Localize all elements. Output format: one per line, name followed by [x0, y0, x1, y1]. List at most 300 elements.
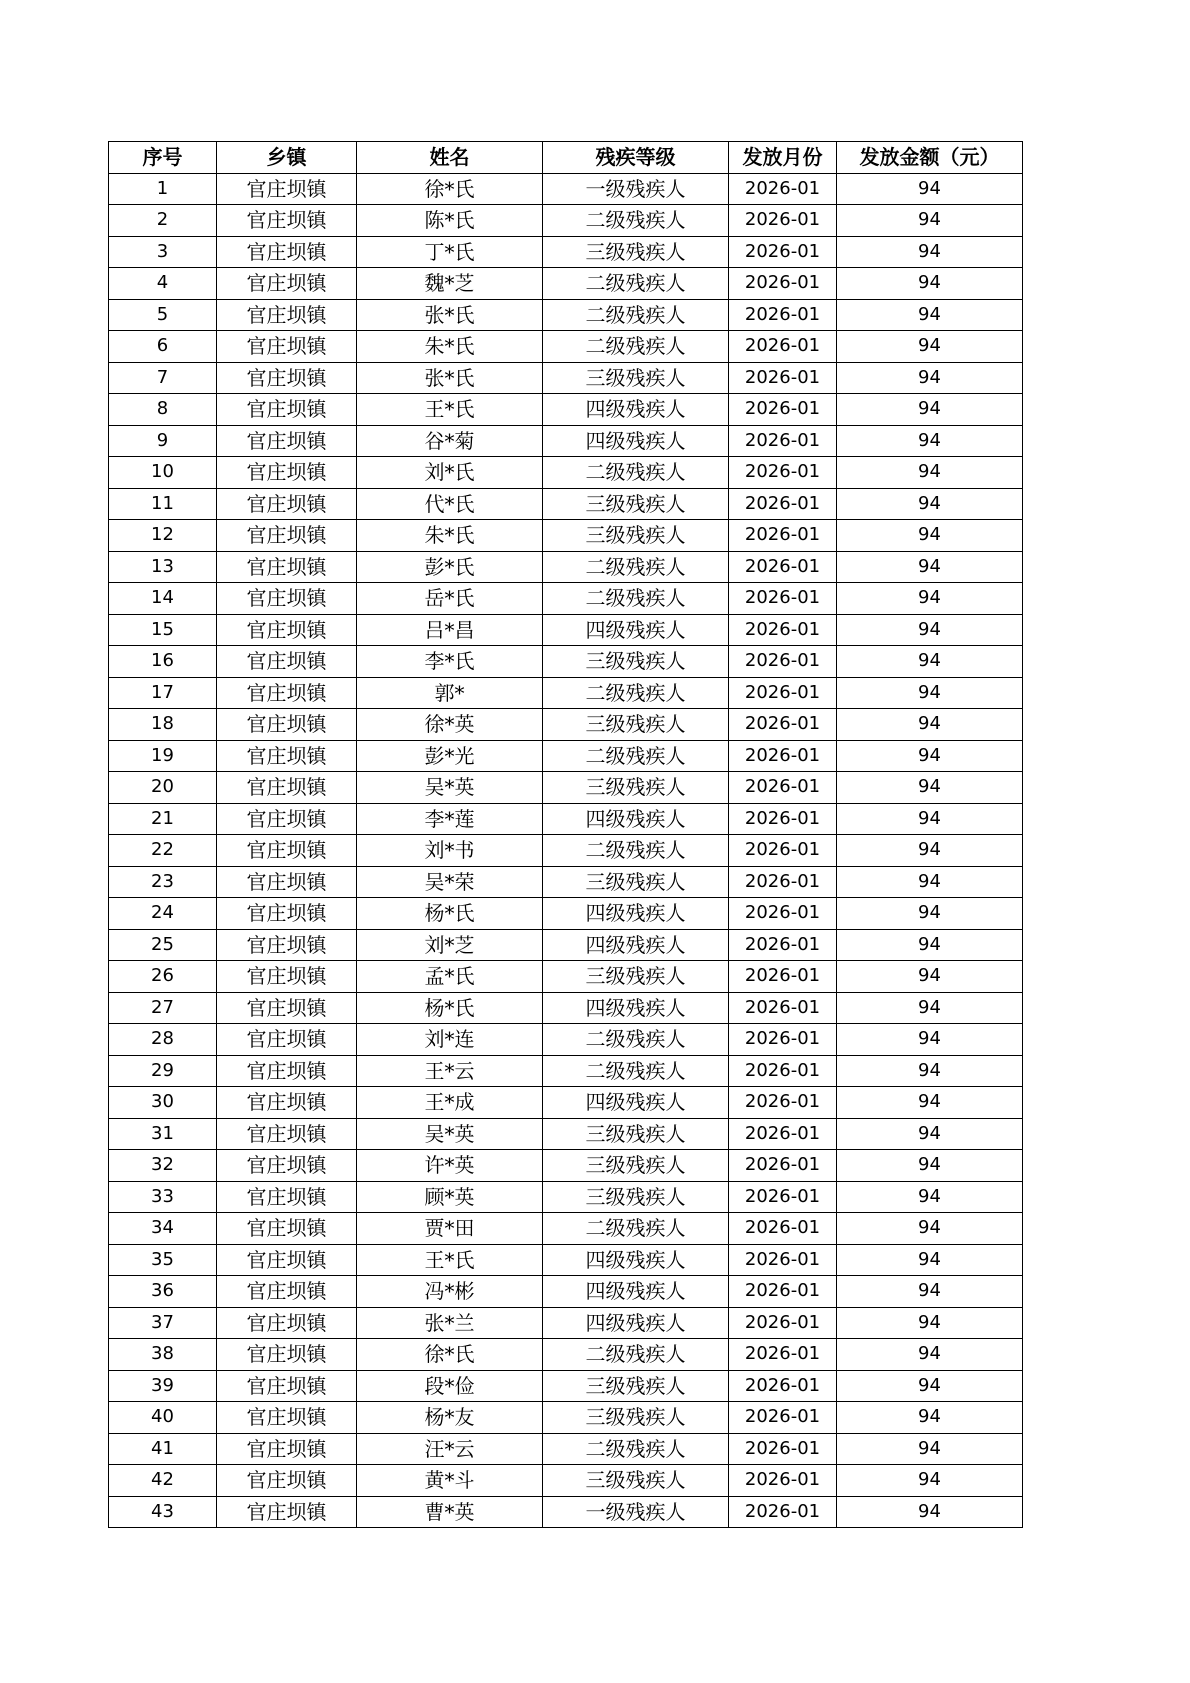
cell-name: 朱*氏 [357, 331, 543, 363]
cell-township: 官庄坝镇 [217, 709, 357, 741]
cell-month: 2026-01 [729, 961, 837, 993]
cell-name: 吴*英 [357, 772, 543, 804]
cell-amount: 94 [837, 520, 1023, 552]
cell-amount: 94 [837, 362, 1023, 394]
cell-disability-level: 三级残疾人 [543, 1465, 729, 1497]
cell-month: 2026-01 [729, 992, 837, 1024]
table-row [109, 1496, 1023, 1528]
cell-amount: 94 [837, 1244, 1023, 1276]
cell-township: 官庄坝镇 [217, 583, 357, 615]
table-row [109, 1024, 1023, 1056]
cell-month: 2026-01 [729, 425, 837, 457]
cell-amount: 94 [837, 740, 1023, 772]
cell-amount: 94 [837, 551, 1023, 583]
table-row [109, 1433, 1023, 1465]
cell-amount: 94 [837, 236, 1023, 268]
cell-disability-level: 四级残疾人 [543, 929, 729, 961]
cell-index: 16 [109, 646, 217, 678]
header-index: 序号 [109, 142, 217, 174]
cell-month: 2026-01 [729, 614, 837, 646]
cell-township: 官庄坝镇 [217, 268, 357, 300]
cell-disability-level: 二级残疾人 [543, 835, 729, 867]
cell-disability-level: 三级残疾人 [543, 646, 729, 678]
cell-township: 官庄坝镇 [217, 961, 357, 993]
table-row [109, 362, 1023, 394]
cell-index: 5 [109, 299, 217, 331]
cell-amount: 94 [837, 205, 1023, 237]
cell-name: 段*俭 [357, 1370, 543, 1402]
cell-index: 12 [109, 520, 217, 552]
cell-township: 官庄坝镇 [217, 1024, 357, 1056]
cell-month: 2026-01 [729, 1181, 837, 1213]
cell-amount: 94 [837, 425, 1023, 457]
cell-township: 官庄坝镇 [217, 425, 357, 457]
cell-name: 岳*氏 [357, 583, 543, 615]
cell-disability-level: 一级残疾人 [543, 173, 729, 205]
cell-index: 18 [109, 709, 217, 741]
table-row [109, 1402, 1023, 1434]
cell-amount: 94 [837, 866, 1023, 898]
cell-township: 官庄坝镇 [217, 1150, 357, 1182]
cell-month: 2026-01 [729, 173, 837, 205]
cell-name: 王*成 [357, 1087, 543, 1119]
cell-disability-level: 四级残疾人 [543, 1307, 729, 1339]
cell-amount: 94 [837, 1402, 1023, 1434]
cell-disability-level: 三级残疾人 [543, 520, 729, 552]
header-township: 乡镇 [217, 142, 357, 174]
cell-disability-level: 三级残疾人 [543, 1370, 729, 1402]
cell-township: 官庄坝镇 [217, 646, 357, 678]
table-row [109, 1087, 1023, 1119]
cell-amount: 94 [837, 1213, 1023, 1245]
cell-index: 9 [109, 425, 217, 457]
cell-month: 2026-01 [729, 362, 837, 394]
table-row [109, 488, 1023, 520]
cell-disability-level: 三级残疾人 [543, 866, 729, 898]
cell-month: 2026-01 [729, 1213, 837, 1245]
table-body [109, 173, 1023, 1528]
cell-township: 官庄坝镇 [217, 1055, 357, 1087]
cell-name: 代*氏 [357, 488, 543, 520]
cell-index: 35 [109, 1244, 217, 1276]
cell-township: 官庄坝镇 [217, 1244, 357, 1276]
cell-month: 2026-01 [729, 236, 837, 268]
cell-disability-level: 四级残疾人 [543, 898, 729, 930]
cell-name: 李*氏 [357, 646, 543, 678]
cell-township: 官庄坝镇 [217, 1433, 357, 1465]
cell-disability-level: 三级残疾人 [543, 1150, 729, 1182]
cell-township: 官庄坝镇 [217, 614, 357, 646]
cell-index: 43 [109, 1496, 217, 1528]
cell-index: 17 [109, 677, 217, 709]
cell-amount: 94 [837, 1181, 1023, 1213]
header-row [109, 142, 1023, 174]
table-row [109, 205, 1023, 237]
table-row [109, 1055, 1023, 1087]
cell-township: 官庄坝镇 [217, 1213, 357, 1245]
table-row [109, 835, 1023, 867]
cell-disability-level: 三级残疾人 [543, 1181, 729, 1213]
cell-disability-level: 四级残疾人 [543, 614, 729, 646]
cell-amount: 94 [837, 1118, 1023, 1150]
cell-month: 2026-01 [729, 488, 837, 520]
cell-disability-level: 一级残疾人 [543, 1496, 729, 1528]
cell-name: 贾*田 [357, 1213, 543, 1245]
header-name: 姓名 [357, 142, 543, 174]
cell-township: 官庄坝镇 [217, 898, 357, 930]
cell-name: 刘*书 [357, 835, 543, 867]
cell-index: 8 [109, 394, 217, 426]
cell-index: 7 [109, 362, 217, 394]
cell-disability-level: 三级残疾人 [543, 488, 729, 520]
cell-month: 2026-01 [729, 646, 837, 678]
cell-index: 22 [109, 835, 217, 867]
cell-disability-level: 四级残疾人 [543, 425, 729, 457]
cell-month: 2026-01 [729, 709, 837, 741]
cell-amount: 94 [837, 1055, 1023, 1087]
cell-disability-level: 三级残疾人 [543, 772, 729, 804]
cell-month: 2026-01 [729, 520, 837, 552]
cell-disability-level: 三级残疾人 [543, 1118, 729, 1150]
table-row [109, 929, 1023, 961]
table-row [109, 394, 1023, 426]
cell-amount: 94 [837, 173, 1023, 205]
cell-name: 朱*氏 [357, 520, 543, 552]
cell-month: 2026-01 [729, 1370, 837, 1402]
cell-name: 刘*连 [357, 1024, 543, 1056]
header-amount: 发放金额（元） [837, 142, 1023, 174]
cell-index: 38 [109, 1339, 217, 1371]
cell-index: 11 [109, 488, 217, 520]
cell-township: 官庄坝镇 [217, 520, 357, 552]
cell-amount: 94 [837, 709, 1023, 741]
cell-name: 孟*氏 [357, 961, 543, 993]
cell-index: 31 [109, 1118, 217, 1150]
cell-index: 21 [109, 803, 217, 835]
cell-amount: 94 [837, 1433, 1023, 1465]
cell-amount: 94 [837, 1370, 1023, 1402]
cell-amount: 94 [837, 961, 1023, 993]
cell-index: 24 [109, 898, 217, 930]
cell-name: 徐*氏 [357, 1339, 543, 1371]
cell-amount: 94 [837, 1307, 1023, 1339]
cell-township: 官庄坝镇 [217, 1370, 357, 1402]
cell-amount: 94 [837, 331, 1023, 363]
cell-disability-level: 二级残疾人 [543, 268, 729, 300]
table-row [109, 677, 1023, 709]
cell-amount: 94 [837, 1339, 1023, 1371]
cell-amount: 94 [837, 772, 1023, 804]
cell-index: 1 [109, 173, 217, 205]
table-row [109, 236, 1023, 268]
cell-amount: 94 [837, 394, 1023, 426]
cell-amount: 94 [837, 1150, 1023, 1182]
cell-disability-level: 三级残疾人 [543, 709, 729, 741]
cell-name: 彭*氏 [357, 551, 543, 583]
cell-month: 2026-01 [729, 268, 837, 300]
cell-index: 36 [109, 1276, 217, 1308]
cell-disability-level: 二级残疾人 [543, 1433, 729, 1465]
cell-index: 15 [109, 614, 217, 646]
cell-index: 37 [109, 1307, 217, 1339]
cell-township: 官庄坝镇 [217, 457, 357, 489]
cell-disability-level: 二级残疾人 [543, 583, 729, 615]
cell-township: 官庄坝镇 [217, 1496, 357, 1528]
cell-name: 丁*氏 [357, 236, 543, 268]
cell-index: 23 [109, 866, 217, 898]
cell-month: 2026-01 [729, 1402, 837, 1434]
cell-name: 顾*英 [357, 1181, 543, 1213]
cell-disability-level: 二级残疾人 [543, 677, 729, 709]
cell-name: 黄*斗 [357, 1465, 543, 1497]
table-row [109, 1370, 1023, 1402]
cell-amount: 94 [837, 835, 1023, 867]
subsidy-table [108, 141, 1023, 1528]
cell-amount: 94 [837, 929, 1023, 961]
cell-name: 王*氏 [357, 394, 543, 426]
cell-month: 2026-01 [729, 205, 837, 237]
cell-index: 3 [109, 236, 217, 268]
cell-township: 官庄坝镇 [217, 173, 357, 205]
cell-index: 40 [109, 1402, 217, 1434]
cell-name: 张*兰 [357, 1307, 543, 1339]
cell-amount: 94 [837, 1087, 1023, 1119]
cell-index: 6 [109, 331, 217, 363]
cell-township: 官庄坝镇 [217, 1339, 357, 1371]
cell-month: 2026-01 [729, 677, 837, 709]
cell-township: 官庄坝镇 [217, 205, 357, 237]
cell-disability-level: 二级残疾人 [543, 740, 729, 772]
table-row [109, 709, 1023, 741]
cell-amount: 94 [837, 803, 1023, 835]
table-row [109, 740, 1023, 772]
cell-township: 官庄坝镇 [217, 866, 357, 898]
header-disability-level: 残疾等级 [543, 142, 729, 174]
cell-name: 王*云 [357, 1055, 543, 1087]
table-row [109, 992, 1023, 1024]
cell-disability-level: 二级残疾人 [543, 331, 729, 363]
cell-disability-level: 二级残疾人 [543, 1055, 729, 1087]
cell-month: 2026-01 [729, 331, 837, 363]
table-row [109, 425, 1023, 457]
cell-index: 2 [109, 205, 217, 237]
table-row [109, 173, 1023, 205]
cell-month: 2026-01 [729, 1465, 837, 1497]
cell-amount: 94 [837, 488, 1023, 520]
table-row [109, 1307, 1023, 1339]
cell-name: 彭*光 [357, 740, 543, 772]
cell-index: 29 [109, 1055, 217, 1087]
cell-month: 2026-01 [729, 803, 837, 835]
cell-month: 2026-01 [729, 1150, 837, 1182]
cell-township: 官庄坝镇 [217, 362, 357, 394]
cell-disability-level: 三级残疾人 [543, 236, 729, 268]
cell-index: 4 [109, 268, 217, 300]
table-row [109, 1244, 1023, 1276]
cell-amount: 94 [837, 614, 1023, 646]
cell-name: 张*氏 [357, 362, 543, 394]
cell-name: 刘*芝 [357, 929, 543, 961]
cell-township: 官庄坝镇 [217, 772, 357, 804]
cell-month: 2026-01 [729, 457, 837, 489]
cell-name: 许*英 [357, 1150, 543, 1182]
cell-disability-level: 四级残疾人 [543, 803, 729, 835]
cell-index: 26 [109, 961, 217, 993]
cell-index: 20 [109, 772, 217, 804]
cell-township: 官庄坝镇 [217, 299, 357, 331]
cell-township: 官庄坝镇 [217, 929, 357, 961]
cell-name: 杨*氏 [357, 992, 543, 1024]
cell-month: 2026-01 [729, 1024, 837, 1056]
cell-month: 2026-01 [729, 866, 837, 898]
cell-index: 42 [109, 1465, 217, 1497]
cell-month: 2026-01 [729, 1118, 837, 1150]
table-row [109, 1181, 1023, 1213]
cell-township: 官庄坝镇 [217, 1087, 357, 1119]
cell-name: 徐*英 [357, 709, 543, 741]
cell-disability-level: 四级残疾人 [543, 394, 729, 426]
cell-month: 2026-01 [729, 1433, 837, 1465]
cell-name: 徐*氏 [357, 173, 543, 205]
table-row [109, 551, 1023, 583]
table-row [109, 1118, 1023, 1150]
cell-index: 19 [109, 740, 217, 772]
cell-amount: 94 [837, 1276, 1023, 1308]
header-month: 发放月份 [729, 142, 837, 174]
cell-disability-level: 四级残疾人 [543, 1087, 729, 1119]
cell-township: 官庄坝镇 [217, 236, 357, 268]
cell-month: 2026-01 [729, 299, 837, 331]
cell-amount: 94 [837, 1496, 1023, 1528]
cell-disability-level: 四级残疾人 [543, 992, 729, 1024]
cell-month: 2026-01 [729, 1307, 837, 1339]
cell-month: 2026-01 [729, 1276, 837, 1308]
cell-disability-level: 二级残疾人 [543, 205, 729, 237]
cell-name: 吴*荣 [357, 866, 543, 898]
cell-township: 官庄坝镇 [217, 1402, 357, 1434]
cell-township: 官庄坝镇 [217, 551, 357, 583]
cell-index: 30 [109, 1087, 217, 1119]
cell-month: 2026-01 [729, 1244, 837, 1276]
cell-township: 官庄坝镇 [217, 740, 357, 772]
table-row [109, 331, 1023, 363]
table-row [109, 961, 1023, 993]
table-row [109, 646, 1023, 678]
table-row [109, 1150, 1023, 1182]
cell-index: 33 [109, 1181, 217, 1213]
cell-month: 2026-01 [729, 898, 837, 930]
table-row [109, 614, 1023, 646]
cell-month: 2026-01 [729, 1055, 837, 1087]
cell-amount: 94 [837, 1465, 1023, 1497]
cell-disability-level: 二级残疾人 [543, 457, 729, 489]
cell-name: 杨*氏 [357, 898, 543, 930]
table-row [109, 772, 1023, 804]
cell-index: 39 [109, 1370, 217, 1402]
cell-index: 27 [109, 992, 217, 1024]
cell-amount: 94 [837, 268, 1023, 300]
cell-name: 曹*英 [357, 1496, 543, 1528]
cell-index: 28 [109, 1024, 217, 1056]
cell-township: 官庄坝镇 [217, 677, 357, 709]
table-row [109, 1276, 1023, 1308]
cell-name: 谷*菊 [357, 425, 543, 457]
cell-disability-level: 三级残疾人 [543, 362, 729, 394]
cell-amount: 94 [837, 898, 1023, 930]
table-row [109, 1213, 1023, 1245]
cell-name: 吴*英 [357, 1118, 543, 1150]
cell-month: 2026-01 [729, 1339, 837, 1371]
cell-disability-level: 二级残疾人 [543, 299, 729, 331]
cell-name: 王*氏 [357, 1244, 543, 1276]
cell-amount: 94 [837, 646, 1023, 678]
cell-name: 冯*彬 [357, 1276, 543, 1308]
cell-township: 官庄坝镇 [217, 1465, 357, 1497]
table-row [109, 803, 1023, 835]
cell-name: 杨*友 [357, 1402, 543, 1434]
cell-disability-level: 四级残疾人 [543, 1244, 729, 1276]
cell-township: 官庄坝镇 [217, 1181, 357, 1213]
cell-township: 官庄坝镇 [217, 992, 357, 1024]
cell-index: 41 [109, 1433, 217, 1465]
table-row [109, 299, 1023, 331]
cell-month: 2026-01 [729, 835, 837, 867]
table-row [109, 866, 1023, 898]
cell-disability-level: 三级残疾人 [543, 1402, 729, 1434]
cell-name: 汪*云 [357, 1433, 543, 1465]
cell-month: 2026-01 [729, 1087, 837, 1119]
cell-disability-level: 二级残疾人 [543, 1213, 729, 1245]
cell-township: 官庄坝镇 [217, 1118, 357, 1150]
cell-month: 2026-01 [729, 929, 837, 961]
cell-index: 34 [109, 1213, 217, 1245]
cell-township: 官庄坝镇 [217, 488, 357, 520]
cell-township: 官庄坝镇 [217, 835, 357, 867]
cell-month: 2026-01 [729, 772, 837, 804]
cell-township: 官庄坝镇 [217, 394, 357, 426]
table-row [109, 457, 1023, 489]
cell-amount: 94 [837, 457, 1023, 489]
cell-amount: 94 [837, 299, 1023, 331]
cell-name: 张*氏 [357, 299, 543, 331]
cell-index: 25 [109, 929, 217, 961]
cell-amount: 94 [837, 583, 1023, 615]
table-row [109, 520, 1023, 552]
cell-disability-level: 二级残疾人 [543, 1339, 729, 1371]
cell-index: 13 [109, 551, 217, 583]
cell-township: 官庄坝镇 [217, 331, 357, 363]
cell-name: 刘*氏 [357, 457, 543, 489]
cell-name: 李*莲 [357, 803, 543, 835]
cell-township: 官庄坝镇 [217, 803, 357, 835]
cell-name: 郭* [357, 677, 543, 709]
cell-disability-level: 三级残疾人 [543, 961, 729, 993]
cell-index: 32 [109, 1150, 217, 1182]
cell-month: 2026-01 [729, 394, 837, 426]
table-row [109, 583, 1023, 615]
cell-index: 14 [109, 583, 217, 615]
table-row [109, 1465, 1023, 1497]
cell-township: 官庄坝镇 [217, 1276, 357, 1308]
cell-disability-level: 四级残疾人 [543, 1276, 729, 1308]
cell-month: 2026-01 [729, 740, 837, 772]
cell-index: 10 [109, 457, 217, 489]
cell-name: 吕*昌 [357, 614, 543, 646]
cell-amount: 94 [837, 992, 1023, 1024]
table-row [109, 898, 1023, 930]
cell-month: 2026-01 [729, 1496, 837, 1528]
cell-month: 2026-01 [729, 551, 837, 583]
